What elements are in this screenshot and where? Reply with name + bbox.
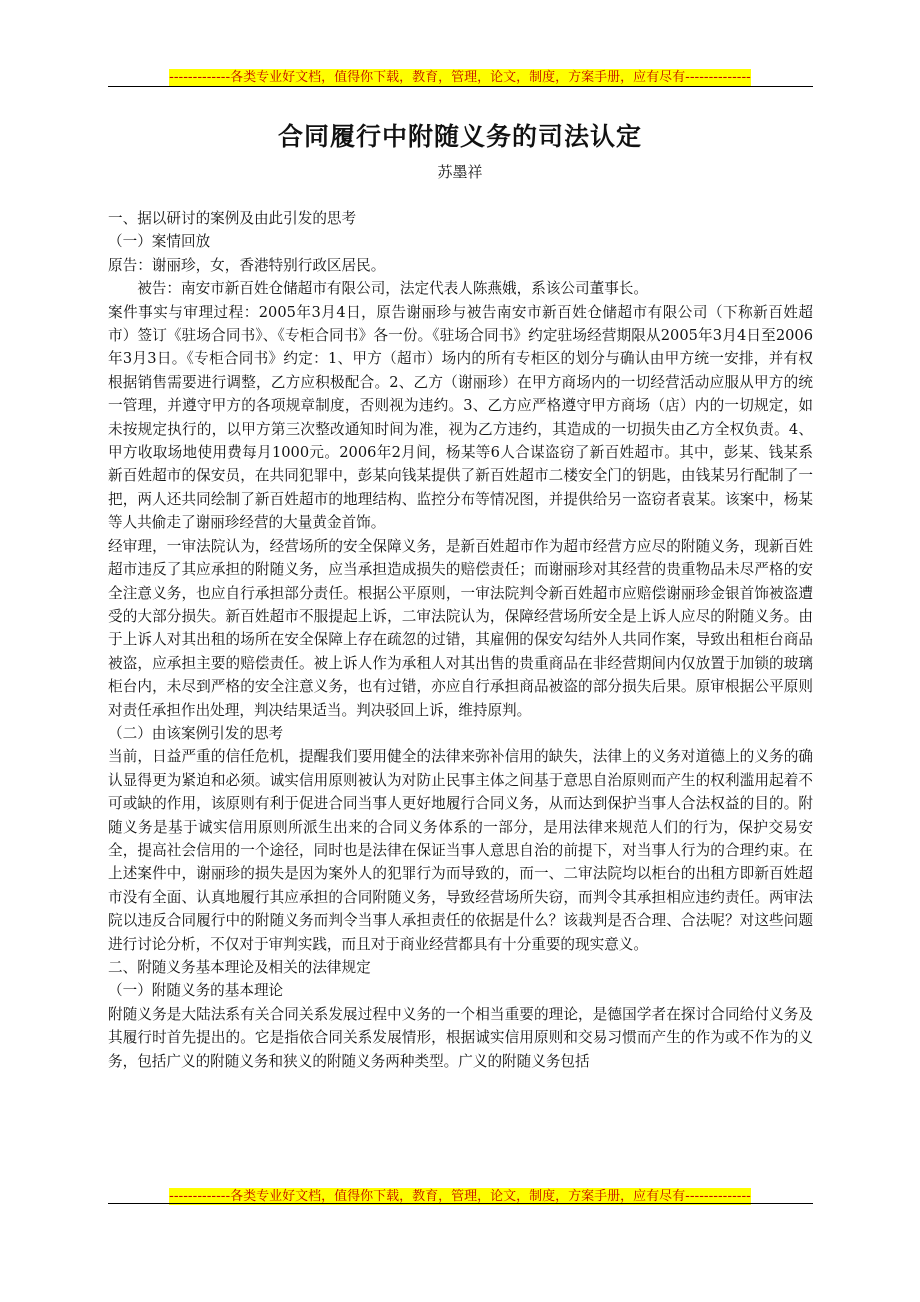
footer-banner [0, 1185, 920, 1204]
footer-banner-text: -------------各类专业好文档，值得你下载，教育，管理，论文，制度，方案手册，应有尽有-------------- [169, 1189, 751, 1204]
paragraph-plaintiff: 原告：谢丽珍，女，香港特别行政区居民。 [108, 256, 386, 274]
header-rule [108, 86, 813, 87]
header-banner [0, 66, 920, 85]
paragraph-defendant: 被告：南安市新百姓仓储超市有限公司，法定代表人陈燕娥，系该公司董事长。 [137, 280, 648, 298]
document-body [108, 207, 813, 1073]
document-author: 苏墨祥 [437, 163, 483, 181]
subsection-heading: （二）由该案例引发的思考 [108, 724, 284, 742]
footer-rule [108, 1203, 813, 1204]
paragraph-case-facts: 案件事实与审理过程：2005年3月4日，原告谢丽珍与被告南安市新百姓仓储超市有限公司（下称新百姓超市）签订《驻场合同书》、《专柜合同书》各一份。《驻场合同书》约定驻场经营期限从2005年3月4日至2006年3月3日。《专柜合同书》约定：1、甲方（超市）场内的所有专柜区的划分与确认由甲方统一安排，并有权根据销售需要进行调整，乙方应积极配合。2、乙方（谢丽珍）在甲方商场内的一切经营活动应服从甲方的统一管理，并遵守甲方的各项规章制度，否则视为违约。3、乙方应严格遵守甲方商场（店）内的一切规定，如未按规定执行的，以甲方第三次整改通知时间为准，视为乙方违约，其造成的一切损失由乙方全权负责。4、甲方收取场地使用费每月1000元。2006年2月间，杨某等6人合谋盗窃了新百姓超市。其中，彭某、钱某系新百姓超市的保安员，在共同犯罪中，彭某向钱某提供了新百姓超市二楼安全门的钥匙，由钱某另行配制了一把，两人还共同绘制了新百姓超市的地理结构、监控分布等情况图，并提供给另一盗窃者袁某。该案中，杨某等人共偷走了谢丽珍经营的大量黄金首饰。 [108, 303, 813, 532]
paragraph-reflection: 当前，日益严重的信任危机，提醒我们要用健全的法律来弥补信用的缺失，法律上的义务对道德上的义务的确认显得更为紧迫和必须。诚实信用原则被认为对防止民事主体之间基于意思自治原则而产生的权利滥用起着不可或缺的作用，该原则有利于促进合同当事人更好地履行合同义务，从而达到保护当事人合法权益的目的。附随义务是基于诚实信用原则所派生出来的合同义务体系的一部分，是用法律来规范人们的行为，保护交易安全，提高社会信用的一个途径，同时也是法律在保证当事人意思自治的前提下，对当事人行为的合理约束。在上述案件中，谢丽珍的损失是因为案外人的犯罪行为而导致的，而一、二审法院均以柜台的出租方即新百姓超市没有全面、认真地履行其应承担的合同附随义务，导致经营场所失窃，而判令其承担相应违约责任。两审法院以违反合同履行中的附随义务而判令当事人承担责任的依据是什么？该裁判是否合理、合法呢？对这些问题进行讨论分析，不仅对于审判实践，而且对于商业经营都具有十分重要的现实意义。 [108, 748, 813, 953]
document-title: 合同履行中附随义务的司法认定 [277, 122, 642, 151]
subsection-heading: （一）附随义务的基本理论 [108, 982, 284, 1000]
header-banner-text: -------------各类专业好文档，值得你下载，教育，管理，论文，制度，方案手册，应有尽有-------------- [169, 70, 751, 85]
section-heading: 二、附随义务基本理论及相关的法律规定 [108, 959, 371, 976]
paragraph-trial: 经审理，一审法院认为，经营场所的安全保障义务，是新百姓超市作为超市经营方应尽的附随义务，现新百姓超市违反了其应承担的附随义务，应当承担造成损失的赔偿责任；而谢丽珍对其经营的贵重物品未尽严格的安全注意义务，也应自行承担部分责任。根据公平原则，一审法院判令新百姓超市应赔偿谢丽珍金银首饰被盗遭受的大部分损失。新百姓超市不服提起上诉，二审法院认为，保障经营场所安全是上诉人应尽的附随义务。由于上诉人对其出租的场所在安全保障上存在疏忽的过错，其雇佣的保安勾结外人共同作案，导致出租柜台商品被盗，应承担主要的赔偿责任。被上诉人作为承租人对其出售的贵重商品在非经营期间内仅放置于加锁的玻璃柜台内，未尽到严格的安全注意义务，也有过错，亦应自行承担商品被盗的部分损失后果。原审根据公平原则对责任承担作出处理，判决结果适当。判决驳回上诉，维持原判。 [108, 537, 813, 719]
subsection-heading: （一）案情回放 [108, 233, 211, 251]
section-heading: 一、据以研讨的案例及由此引发的思考 [108, 210, 357, 227]
paragraph-theory: 附随义务是大陆法系有关合同关系发展过程中义务的一个相当重要的理论，是德国学者在探讨合同给付义务及其履行时首先提出的。它是指依合同关系发展情形，根据诚实信用原则和交易习惯而产生的作为或不作为的义务，包括广义的附随义务和狭义的附随义务两种类型。广义的附随义务包括 [108, 1005, 813, 1070]
